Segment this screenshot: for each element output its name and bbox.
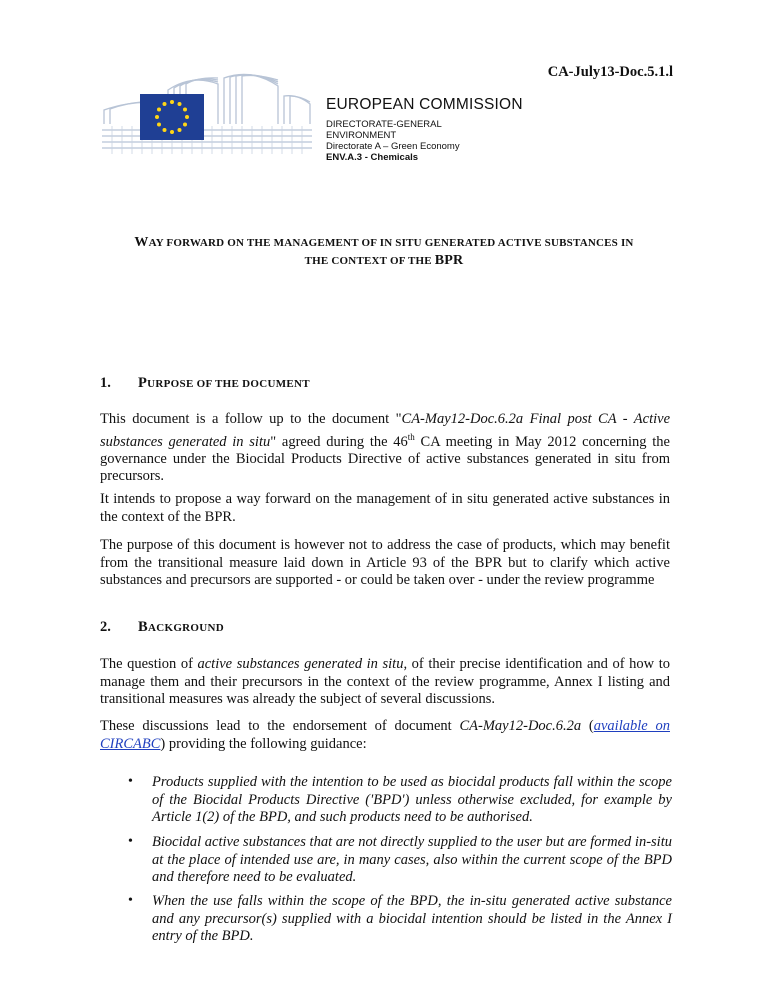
directorate-general-line1: DIRECTORATE-GENERAL bbox=[326, 119, 442, 130]
bullet-icon: • bbox=[128, 834, 133, 849]
section-1-title: PURPOSE OF THE DOCUMENT bbox=[138, 375, 310, 391]
section-2-number: 2. bbox=[100, 619, 111, 635]
title-line-1: WAY FORWARD ON THE MANAGEMENT OF IN SITU GENERATED ACTIVE SUBSTANCES IN bbox=[134, 235, 634, 250]
section-1-heading bbox=[100, 375, 310, 392]
section-2-title: BACKGROUND bbox=[138, 619, 225, 635]
guidance-bullet-2: Biocidal active substances that are not directly supplied to the user but are formed in-situ at the place of intended use are, in many cases, also within the current scope of the BPD and therefore need to be evaluated. bbox=[152, 834, 672, 885]
section-1-number: 1. bbox=[100, 375, 111, 391]
unit-line: ENV.A.3 - Chemicals bbox=[326, 152, 419, 163]
title-line-2: THE CONTEXT OF THE BPR bbox=[304, 253, 464, 268]
section-2-paragraph-2: These discussions lead to the endorsement of document CA-May12-Doc.6.2a (available on CIRCABC) providing the following guidance: bbox=[100, 718, 670, 752]
section-1-paragraph-1: This document is a follow up to the document "CA-May12-Doc.6.2a Final post CA - Active substances generated in situ" agreed during the 46th CA meeting in May 2012 concerning the governance under the Biocidal Products Directive of active substances generated in situ from precursors. bbox=[100, 411, 671, 485]
document-reference: CA-July13-Doc.5.1.l bbox=[547, 64, 673, 80]
bullet-icon: • bbox=[128, 893, 133, 908]
directorate-line: Directorate A – Green Economy bbox=[326, 141, 460, 152]
bullet-icon: • bbox=[128, 774, 133, 789]
directorate-general-line2: ENVIRONMENT bbox=[326, 130, 397, 141]
section-2-paragraph-1: The question of active substances generated in situ, of their precise identification and of how to manage them and their precursors in the context of the review programme, Annex I listing and transitional measures was already the subject of several discussions. bbox=[100, 656, 670, 707]
guidance-bullet-3: When the use falls within the scope of the BPD, the in-situ generated active substance and any precursor(s) supplied with a biocidal intention should be listed in the Annex I entry of the BPD. bbox=[152, 893, 672, 944]
section-2-heading bbox=[100, 619, 224, 636]
section-1-paragraph-3: The purpose of this document is however not to address the case of products, which may benefit from the transitional measure laid down in Article 93 of the BPR but to clarify which active substances and precursors are supported - or could be taken over - under the review programme bbox=[100, 537, 670, 588]
circabc-link[interactable]: available on CIRCABC bbox=[100, 718, 670, 752]
commission-header bbox=[326, 96, 523, 163]
guidance-bullet-1: Products supplied with the intention to be used as biocidal products fall within the scope of the Biocidal Products Directive ('BPD') unless otherwise excluded, for example by Article 1(2) of the BPD, and such products need to be authorised. bbox=[152, 774, 672, 825]
document-title bbox=[80, 234, 688, 270]
european-commission-logo bbox=[102, 70, 312, 156]
section-1-paragraph-2: It intends to propose a way forward on the management of in situ generated active substances in the context of the BPR. bbox=[100, 491, 670, 525]
berlaymont-building-graphic bbox=[102, 74, 312, 148]
organization-name: EUROPEAN COMMISSION bbox=[326, 96, 523, 113]
